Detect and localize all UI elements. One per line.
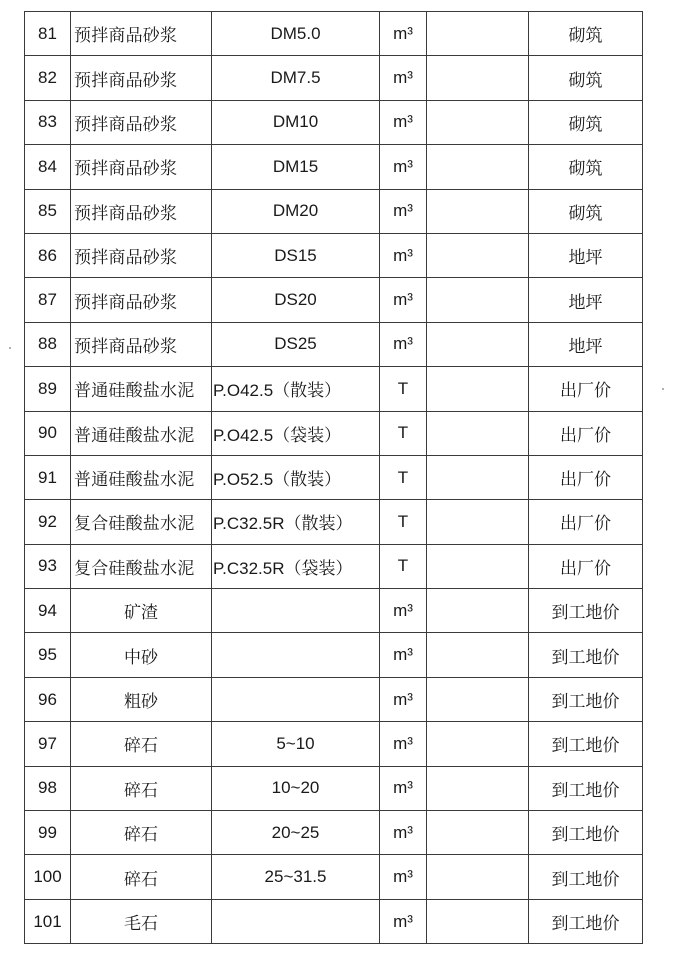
table-row [25, 12, 643, 56]
row-number-cell: 100 [25, 855, 71, 899]
row-number-cell: 93 [25, 544, 71, 588]
material-name-cell: 普通硅酸盐水泥 [71, 411, 212, 455]
row-number-cell: 84 [25, 145, 71, 189]
unit-cell: T [380, 411, 427, 455]
unit-cell: m³ [380, 12, 427, 56]
spec-cell: P.O42.5（袋装） [212, 411, 380, 455]
unit-cell: m³ [380, 145, 427, 189]
note-cell: 到工地价 [529, 766, 643, 810]
price-cell [427, 189, 529, 233]
table-body [25, 12, 643, 944]
price-cell [427, 56, 529, 100]
price-cell [427, 367, 529, 411]
price-cell [427, 233, 529, 277]
spec-cell: P.O52.5（散装） [212, 455, 380, 499]
row-number-cell: 81 [25, 12, 71, 56]
unit-cell: m³ [380, 278, 427, 322]
note-cell: 到工地价 [529, 722, 643, 766]
unit-cell: m³ [380, 322, 427, 366]
row-number-cell: 88 [25, 322, 71, 366]
unit-cell: T [380, 500, 427, 544]
price-cell [427, 855, 529, 899]
table-row [25, 322, 643, 366]
unit-cell: m³ [380, 722, 427, 766]
price-cell [427, 589, 529, 633]
unit-cell: T [380, 367, 427, 411]
table-row [25, 56, 643, 100]
note-cell: 出厂价 [529, 500, 643, 544]
material-name-cell: 碎石 [71, 811, 212, 855]
table-row [25, 544, 643, 588]
material-name-cell: 预拌商品砂浆 [71, 278, 212, 322]
price-cell [427, 322, 529, 366]
row-number-cell: 97 [25, 722, 71, 766]
material-name-cell: 粗砂 [71, 677, 212, 721]
spec-cell: P.C32.5R（散装） [212, 500, 380, 544]
spec-cell: DM7.5 [212, 56, 380, 100]
material-name-cell: 普通硅酸盐水泥 [71, 367, 212, 411]
unit-cell: m³ [380, 855, 427, 899]
price-cell [427, 633, 529, 677]
table-row [25, 233, 643, 277]
price-cell [427, 544, 529, 588]
note-cell: 砌筑 [529, 145, 643, 189]
spec-cell: 5~10 [212, 722, 380, 766]
material-name-cell: 复合硅酸盐水泥 [71, 500, 212, 544]
note-cell: 到工地价 [529, 677, 643, 721]
spec-cell: 25~31.5 [212, 855, 380, 899]
unit-cell: m³ [380, 677, 427, 721]
note-cell: 地坪 [529, 233, 643, 277]
spec-cell [212, 899, 380, 943]
spec-cell: DM20 [212, 189, 380, 233]
price-cell [427, 766, 529, 810]
spec-cell: P.O42.5（散装） [212, 367, 380, 411]
table-row [25, 189, 643, 233]
material-name-cell: 碎石 [71, 722, 212, 766]
table-row [25, 811, 643, 855]
unit-cell: T [380, 544, 427, 588]
spec-cell [212, 633, 380, 677]
price-cell [427, 145, 529, 189]
spec-cell: 20~25 [212, 811, 380, 855]
price-cell [427, 455, 529, 499]
row-number-cell: 101 [25, 899, 71, 943]
note-cell: 砌筑 [529, 56, 643, 100]
price-cell [427, 278, 529, 322]
table-row [25, 589, 643, 633]
table-row [25, 677, 643, 721]
scan-speck [9, 347, 11, 349]
row-number-cell: 91 [25, 455, 71, 499]
material-name-cell: 预拌商品砂浆 [71, 12, 212, 56]
unit-cell: m³ [380, 766, 427, 810]
material-name-cell: 矿渣 [71, 589, 212, 633]
material-name-cell: 复合硅酸盐水泥 [71, 544, 212, 588]
material-name-cell: 预拌商品砂浆 [71, 100, 212, 144]
row-number-cell: 82 [25, 56, 71, 100]
material-name-cell: 碎石 [71, 766, 212, 810]
unit-cell: m³ [380, 56, 427, 100]
unit-cell: m³ [380, 189, 427, 233]
row-number-cell: 86 [25, 233, 71, 277]
material-name-cell: 毛石 [71, 899, 212, 943]
spec-cell [212, 589, 380, 633]
note-cell: 砌筑 [529, 100, 643, 144]
spec-cell: DS15 [212, 233, 380, 277]
scan-speck [662, 388, 664, 390]
material-name-cell: 预拌商品砂浆 [71, 189, 212, 233]
table-row [25, 855, 643, 899]
price-cell [427, 899, 529, 943]
table-row [25, 766, 643, 810]
note-cell: 出厂价 [529, 411, 643, 455]
spec-cell: DM5.0 [212, 12, 380, 56]
material-name-cell: 预拌商品砂浆 [71, 233, 212, 277]
note-cell: 出厂价 [529, 544, 643, 588]
row-number-cell: 89 [25, 367, 71, 411]
material-name-cell: 普通硅酸盐水泥 [71, 455, 212, 499]
price-cell [427, 411, 529, 455]
row-number-cell: 96 [25, 677, 71, 721]
material-name-cell: 预拌商品砂浆 [71, 56, 212, 100]
material-name-cell: 中砂 [71, 633, 212, 677]
unit-cell: T [380, 455, 427, 499]
table-row [25, 100, 643, 144]
spec-cell: DS25 [212, 322, 380, 366]
row-number-cell: 92 [25, 500, 71, 544]
note-cell: 砌筑 [529, 189, 643, 233]
table-row [25, 367, 643, 411]
unit-cell: m³ [380, 811, 427, 855]
note-cell: 到工地价 [529, 899, 643, 943]
note-cell: 砌筑 [529, 12, 643, 56]
note-cell: 到工地价 [529, 633, 643, 677]
price-cell [427, 677, 529, 721]
row-number-cell: 98 [25, 766, 71, 810]
table-row [25, 145, 643, 189]
note-cell: 到工地价 [529, 811, 643, 855]
material-name-cell: 碎石 [71, 855, 212, 899]
material-price-table [24, 11, 643, 944]
row-number-cell: 90 [25, 411, 71, 455]
unit-cell: m³ [380, 233, 427, 277]
table-row [25, 633, 643, 677]
row-number-cell: 99 [25, 811, 71, 855]
spec-cell [212, 677, 380, 721]
table-row [25, 455, 643, 499]
unit-cell: m³ [380, 633, 427, 677]
spec-cell: DM10 [212, 100, 380, 144]
material-name-cell: 预拌商品砂浆 [71, 322, 212, 366]
table-row [25, 722, 643, 766]
row-number-cell: 87 [25, 278, 71, 322]
spec-cell: DM15 [212, 145, 380, 189]
note-cell: 出厂价 [529, 455, 643, 499]
spec-cell: DS20 [212, 278, 380, 322]
unit-cell: m³ [380, 589, 427, 633]
note-cell: 地坪 [529, 278, 643, 322]
table-row [25, 278, 643, 322]
price-cell [427, 12, 529, 56]
price-cell [427, 722, 529, 766]
price-cell [427, 811, 529, 855]
table-row [25, 500, 643, 544]
table-row [25, 899, 643, 943]
spec-cell: P.C32.5R（袋装） [212, 544, 380, 588]
table-row [25, 411, 643, 455]
note-cell: 到工地价 [529, 589, 643, 633]
row-number-cell: 85 [25, 189, 71, 233]
price-cell [427, 100, 529, 144]
row-number-cell: 83 [25, 100, 71, 144]
row-number-cell: 95 [25, 633, 71, 677]
material-name-cell: 预拌商品砂浆 [71, 145, 212, 189]
row-number-cell: 94 [25, 589, 71, 633]
price-cell [427, 500, 529, 544]
note-cell: 出厂价 [529, 367, 643, 411]
unit-cell: m³ [380, 899, 427, 943]
note-cell: 地坪 [529, 322, 643, 366]
spec-cell: 10~20 [212, 766, 380, 810]
unit-cell: m³ [380, 100, 427, 144]
note-cell: 到工地价 [529, 855, 643, 899]
